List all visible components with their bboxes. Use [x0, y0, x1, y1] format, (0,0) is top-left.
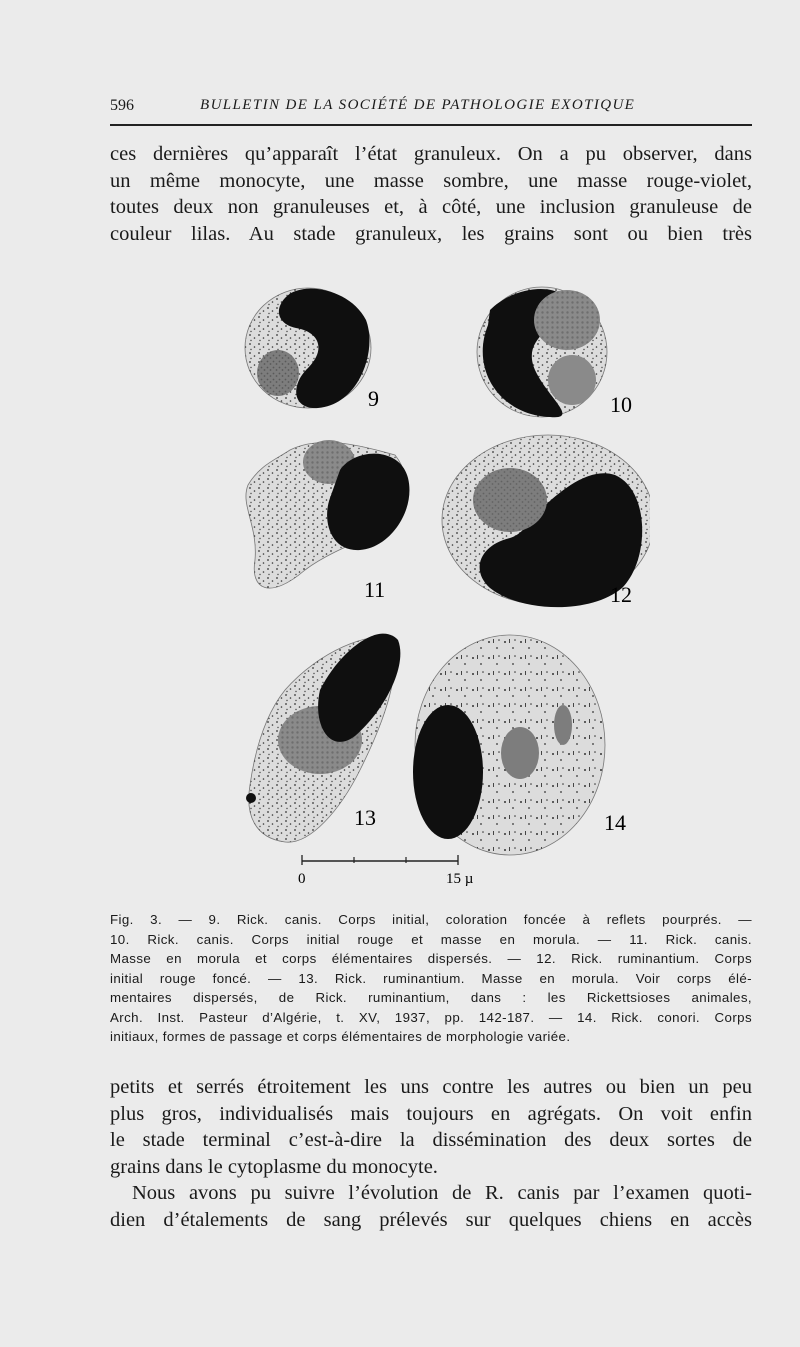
- text-line: toutes deux non granuleuses et, à côté, une inclusion granuleuse de: [110, 196, 752, 218]
- caption-line: Masse en morula et corps élémentaires dispersés. — 12. Rick. ruminantium. Corps: [110, 951, 752, 966]
- running-title: BULLETIN DE LA SOCIÉTÉ DE PATHOLOGIE EXOTIQUE: [200, 97, 636, 113]
- text-line: petits et serrés étroitement les uns contre les autres ou bien un peu: [110, 1076, 752, 1098]
- text-line: plus gros, individualisés mais toujours en agrégats. On voit enfin: [110, 1102, 752, 1125]
- cell-10: [477, 287, 607, 417]
- text-line: un même monocyte, une masse sombre, une masse rouge-violet,: [110, 169, 752, 192]
- text-line: le stade terminal c’est-à-dire la dissémination des deux sortes de: [110, 1129, 752, 1151]
- cell-9: [245, 288, 371, 408]
- text-line: grains dans le cytoplasme du monocyte.: [110, 1155, 438, 1178]
- caption-line: Fig. 3. — 9. Rick. canis. Corps initial, coloration foncée à reflets pourprés. —: [110, 912, 752, 927]
- figure-3-cells: [230, 270, 650, 890]
- caption-line: mentaires dispersés, de Rick. ruminantium, dans : les Rickettsioses animales,: [110, 990, 752, 1005]
- figure-caption: [110, 910, 752, 1047]
- bottom-paragraph: [110, 1074, 752, 1233]
- top-paragraph: [110, 141, 752, 247]
- cell-label: 10: [610, 392, 632, 417]
- header-rule: [110, 124, 752, 126]
- cell-label: 14: [604, 810, 626, 835]
- cell-label: 13: [354, 805, 376, 830]
- text-line: dien d’étalements de sang prélevés sur quelques chiens en accès: [110, 1208, 752, 1231]
- text-line: Nous avons pu suivre l’évolution de R. canis par l’examen quoti-: [132, 1182, 752, 1204]
- cell-13: [246, 634, 400, 843]
- scale-end-label: 15 µ: [446, 871, 474, 887]
- cell-14: [413, 635, 605, 855]
- caption-line: 10. Rick. canis. Corps initial rouge et masse en morula. — 11. Rick. canis.: [110, 931, 752, 947]
- caption-line: Arch. Inst. Pasteur d’Algérie, t. XV, 1937, pp. 142-187. — 14. Rick. conori. Corps: [110, 1009, 752, 1025]
- cell-11: [246, 440, 410, 588]
- scale-bar: [298, 855, 474, 887]
- cell-label: 9: [368, 386, 379, 411]
- cell-label: 12: [610, 582, 632, 607]
- caption-line: initial rouge foncé. — 13. Rick. ruminantium. Masse en morula. Voir corps élé-: [110, 970, 752, 986]
- cell-label: 11: [364, 577, 386, 602]
- page-number: 596: [110, 97, 134, 114]
- scale-start-label: 0: [298, 871, 306, 887]
- caption-line: initiaux, formes de passage et corps élémentaires de morphologie variée.: [110, 1029, 571, 1044]
- text-line: ces dernières qu’apparaît l’état granuleux. On a pu observer, dans: [110, 143, 752, 165]
- text-line: couleur lilas. Au stade granuleux, les grains sont ou bien très: [110, 222, 752, 245]
- cell-drawing: [230, 270, 650, 890]
